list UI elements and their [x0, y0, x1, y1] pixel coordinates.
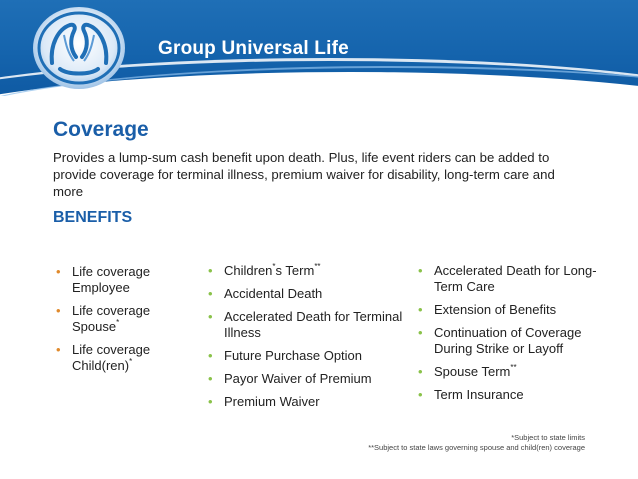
bullet-icon: • — [208, 394, 213, 409]
list-item — [208, 371, 408, 387]
list-item — [208, 394, 408, 410]
benefit-label: Term Insurance — [434, 387, 524, 402]
bullet-icon: • — [56, 303, 61, 318]
bullet-icon: • — [418, 263, 423, 278]
footnote-state-laws: **Subject to state laws governing spouse and child(ren) coverage — [368, 443, 585, 452]
list-item — [208, 286, 408, 302]
benefits-column-2 — [208, 263, 408, 417]
benefit-superscript: * — [129, 357, 133, 366]
list-item — [56, 303, 196, 335]
benefit-superscript: ** — [510, 363, 517, 372]
coverage-description: Provides a lump-sum cash benefit upon death. Plus, life event riders can be added to provide coverage for terminal illness, premium waiver for disability, long-term care and more — [53, 150, 555, 199]
benefit-label: Children — [224, 263, 273, 278]
benefit-label-suffix: s Term — [275, 263, 315, 278]
page-title: Group Universal Life — [158, 38, 349, 59]
list-item — [208, 348, 408, 364]
header-banner — [0, 0, 638, 96]
benefit-label: Payor Waiver of Premium — [224, 371, 372, 386]
benefit-superscript: ** — [314, 262, 321, 271]
hands-logo-icon — [30, 5, 128, 91]
benefit-label: Extension of Benefits — [434, 302, 557, 317]
list-item — [418, 364, 608, 380]
list-item — [56, 264, 196, 296]
bullet-icon: • — [208, 309, 213, 324]
benefits-heading: BENEFITS — [53, 209, 133, 226]
list-item — [418, 387, 608, 403]
bullet-icon: • — [208, 286, 213, 301]
list-item — [418, 263, 608, 295]
bullet-icon: • — [418, 325, 423, 340]
bullet-icon: • — [208, 348, 213, 363]
benefit-label: Accidental Death — [224, 286, 323, 301]
bullet-icon: • — [418, 387, 423, 402]
benefits-column-1 — [56, 264, 196, 381]
benefit-superscript: * — [116, 318, 120, 327]
benefit-superscript: * — [272, 262, 276, 271]
benefit-label: Future Purchase Option — [224, 348, 363, 363]
bullet-icon: • — [208, 371, 213, 386]
benefit-label: Premium Waiver — [224, 394, 320, 409]
list-item — [418, 302, 608, 318]
bullet-icon: • — [418, 302, 423, 317]
benefit-label: Life coverage Spouse — [72, 303, 151, 334]
bullet-icon: • — [418, 364, 423, 379]
list-item — [208, 263, 408, 279]
benefit-label: Spouse Term — [434, 364, 511, 379]
coverage-heading: Coverage — [53, 118, 149, 141]
bullet-icon: • — [56, 264, 61, 279]
list-item — [208, 309, 408, 341]
list-item — [418, 325, 608, 357]
benefit-label: Life coverage Employee — [72, 264, 151, 295]
benefit-label: Life coverage Child(ren) — [72, 342, 151, 373]
benefit-label: Accelerated Death for Terminal Illness — [224, 309, 403, 340]
bullet-icon: • — [208, 263, 213, 278]
list-item — [56, 342, 196, 374]
bullet-icon: • — [56, 342, 61, 357]
benefit-label: Continuation of Coverage During Strike or Layoff — [434, 325, 582, 356]
footnote-state-limits: *Subject to state limits — [511, 433, 585, 442]
benefit-label: Accelerated Death for Long-Term Care — [434, 263, 597, 294]
benefits-column-3 — [418, 263, 608, 410]
